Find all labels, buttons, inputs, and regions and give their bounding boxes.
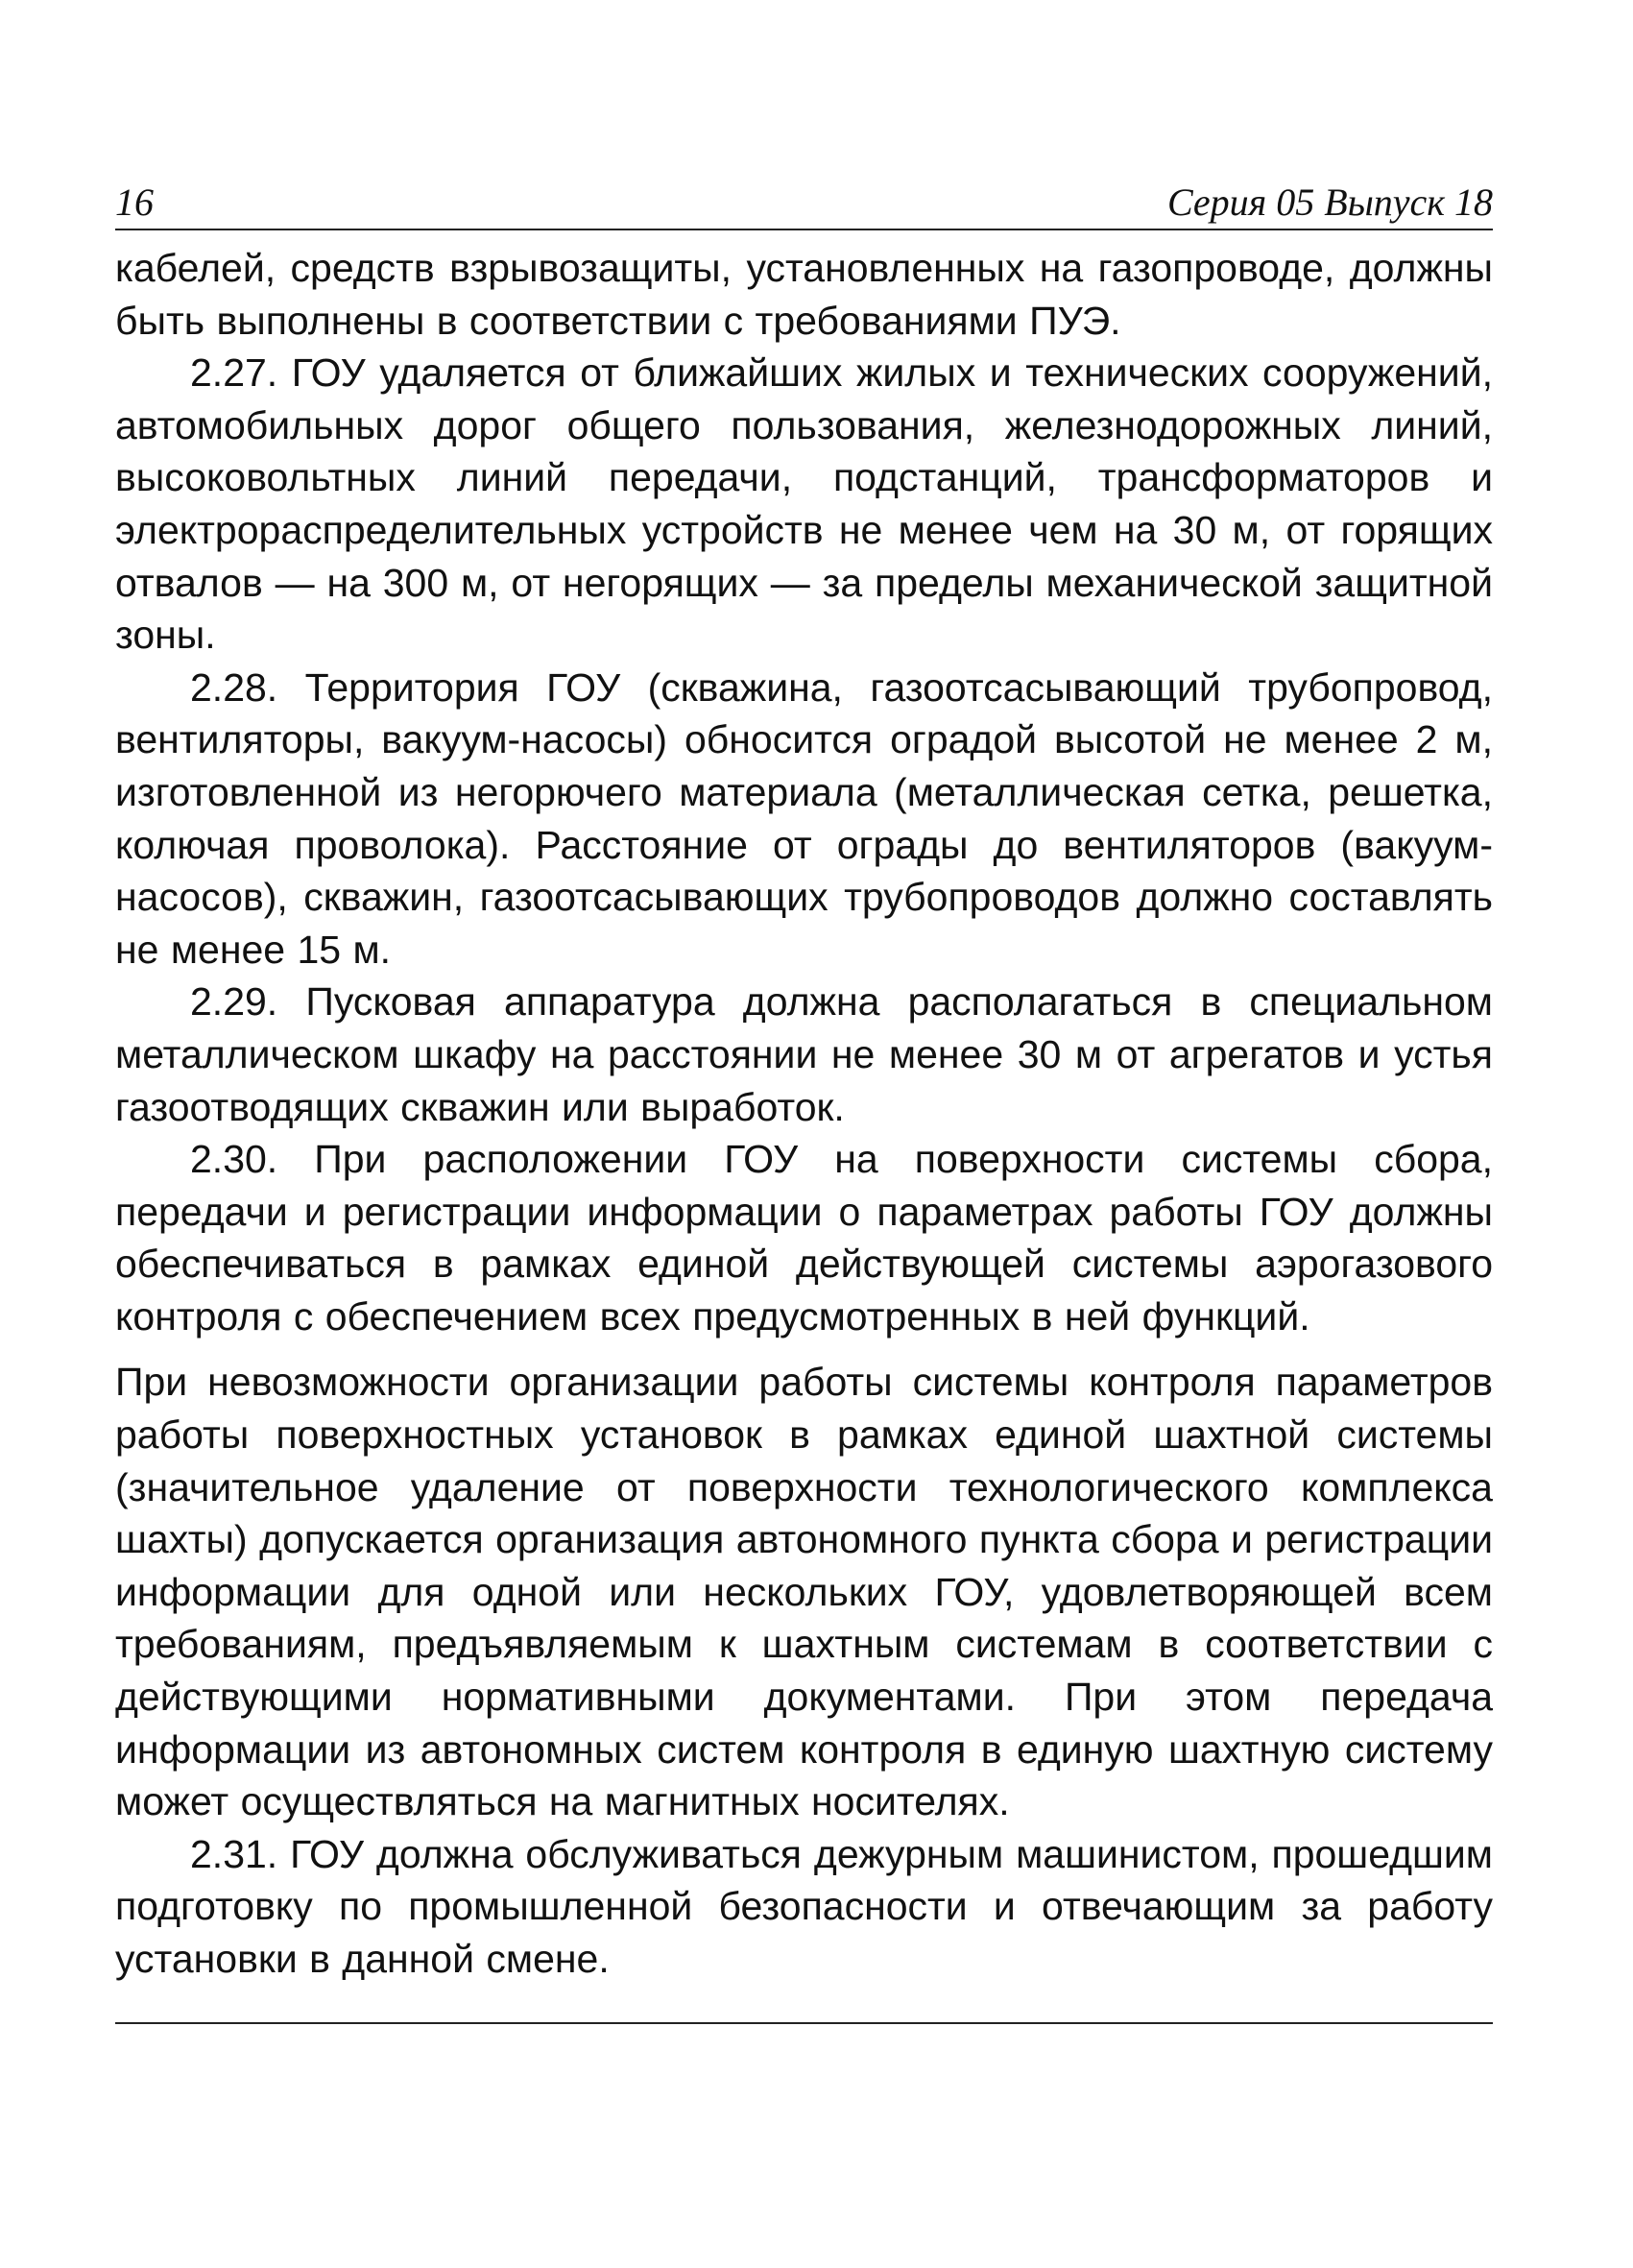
paragraph-2-27: 2.27. ГОУ удаляется от ближайших жилых и технических сооружений, автомобильных дорог общего пользования, железнодорожных линий, высоковольтных линий передачи, подстанций, трансформаторов и электрораспределительных устройств не менее чем на 30 м, от горящих отвалов — на 300 м, от негорящих — за пределы механической защитной зоны. — [115, 350, 1493, 658]
paragraph-2-30: 2.30. При расположении ГОУ на поверхности системы сбора, передачи и регистрации информации о параметрах работы ГОУ должны обеспечиваться в рамках единой действующей системы аэрогазового контроля с обеспечением всех предусмотренных в ней функций. — [115, 1137, 1493, 1339]
paragraph-continuation: кабелей, средств взрывозащиты, установленных на газопроводе, должны быть выполнены в соответствии с требованиями ПУЭ. — [115, 246, 1493, 343]
document-page — [115, 182, 1493, 2024]
bottom-rule — [115, 2022, 1493, 2024]
paragraph-2-29: 2.29. Пусковая аппаратура должна располагаться в специальном металлическом шкафу на расстоянии не менее 30 м от агрегатов и устья газоотводящих скважин или выработок. — [115, 979, 1493, 1129]
paragraph-autonomous-control: При невозможности организации работы системы контроля параметров работы поверхностных установок в рамках единой шахтной системы (значительное удаление от поверхности технологического комплекса шахты) допускается организация автономного пункта сбора и регистрации информации для одной или нескольких ГОУ, удовлетворяющей всем требованиям, предъявляемым к шахтным системам в соответствии с действующими нормативными документами. При этом передача информации из автономных систем контроля в единую шахтную систему может осуществляться на магнитных носителях. — [115, 1360, 1493, 1824]
running-header — [115, 182, 1493, 230]
body-text — [115, 242, 1493, 1986]
paragraph-2-28: 2.28. Территория ГОУ (скважина, газоотсасывающий трубопровод, вентиляторы, вакуум-насосы) обносится оградой высотой не менее 2 м, изготовленной из негорючего материала (металлическая сетка, решетка, колючая проволока). Расстояние от ограды до вентиляторов (вакуум-насосов), скважин, газоотсасывающих трубопроводов должно составлять не менее 15 м. — [115, 664, 1493, 972]
page-number: 16 — [115, 181, 154, 224]
paragraph-2-31: 2.31. ГОУ должна обслуживаться дежурным машинистом, прошедшим подготовку по промышленной безопасности и отвечающим за работу установки в данной смене. — [115, 1831, 1493, 1981]
series-title: Серия 05 Выпуск 18 — [1166, 181, 1493, 224]
